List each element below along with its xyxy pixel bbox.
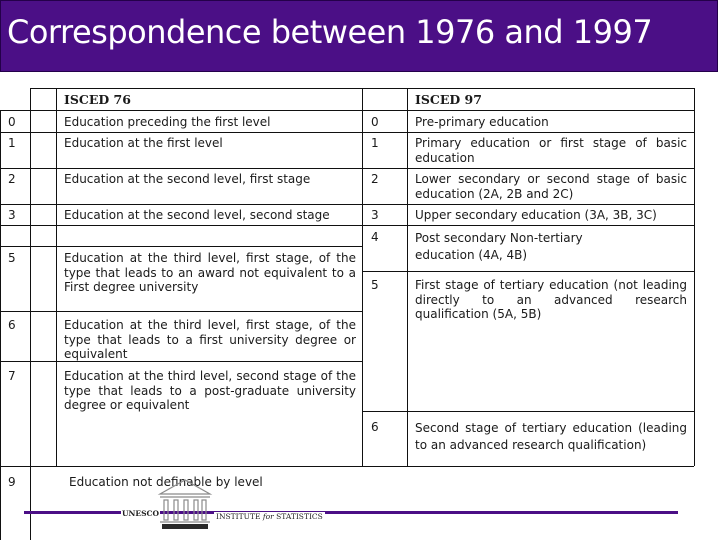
- isced97-code: 0: [371, 115, 379, 129]
- isced97-code: 5: [371, 278, 379, 292]
- isced97-label: Post secondary Non-tertiary education (4A, 4B): [415, 231, 583, 262]
- isced97-label: First stage of tertiary education (not leading directly to an advanced research qualification (5A, 5B): [415, 278, 687, 321]
- isced97-label: Pre-primary education: [415, 115, 549, 129]
- isced97-label: Primary education or first stage of basic education: [415, 136, 687, 165]
- isced76-code: 7: [8, 369, 16, 383]
- institute-suffix: STATISTICS: [273, 512, 323, 521]
- isced76-label: Education at the second level, second stage: [64, 208, 330, 222]
- isced76-code: 5: [8, 251, 16, 265]
- isced97-label: Lower secondary or second stage of basic education (2A, 2B and 2C): [415, 172, 687, 201]
- page-title: Correspondence between 1976 and 1997: [7, 13, 653, 51]
- unesco-temple-logo: [156, 474, 214, 532]
- title-bar: [0, 0, 718, 72]
- isced97-code: 4: [371, 230, 379, 244]
- header-isced97: ISCED 97: [415, 92, 482, 107]
- isced76-label: Education at the second level, first stage: [64, 172, 311, 186]
- isced76-label: Education at the third level, first stage, of the type that leads to a first university degree or equivalent: [64, 318, 356, 361]
- isced97-code: 1: [371, 136, 379, 150]
- isced76-code: 3: [8, 208, 16, 222]
- isced97-label: Second stage of tertiary education (leading to an advanced research qualification): [415, 421, 687, 452]
- isced97-code: 2: [371, 172, 379, 186]
- isced76-code: 0: [8, 115, 16, 129]
- isced97-code: 6: [371, 420, 379, 434]
- isced76-code: 2: [8, 172, 16, 186]
- isced76-code: 9: [8, 475, 16, 489]
- isced76-code: 1: [8, 136, 16, 150]
- unesco-label: UNESCO: [122, 509, 160, 518]
- institute-label: [214, 512, 325, 521]
- isced76-label: Education preceding the first level: [64, 115, 271, 129]
- isced97-label: Upper secondary education (3A, 3B, 3C): [415, 208, 657, 222]
- isced76-label: Education at the third level, second stage of the type that leads to a post-graduate university degree or equivalent: [64, 369, 356, 412]
- isced97-code: 3: [371, 208, 379, 222]
- isced76-label: Education at the third level, first stage, of the type that leads to an award not equivalent to a First degree university: [64, 251, 356, 294]
- institute-prefix: INSTITUTE: [216, 512, 263, 521]
- isced76-label: Education not definable by level: [69, 475, 263, 489]
- isced76-code: 6: [8, 318, 16, 332]
- isced76-label: Education at the first level: [64, 136, 223, 150]
- header-isced76: ISCED 76: [64, 92, 131, 107]
- institute-for: for: [262, 512, 274, 521]
